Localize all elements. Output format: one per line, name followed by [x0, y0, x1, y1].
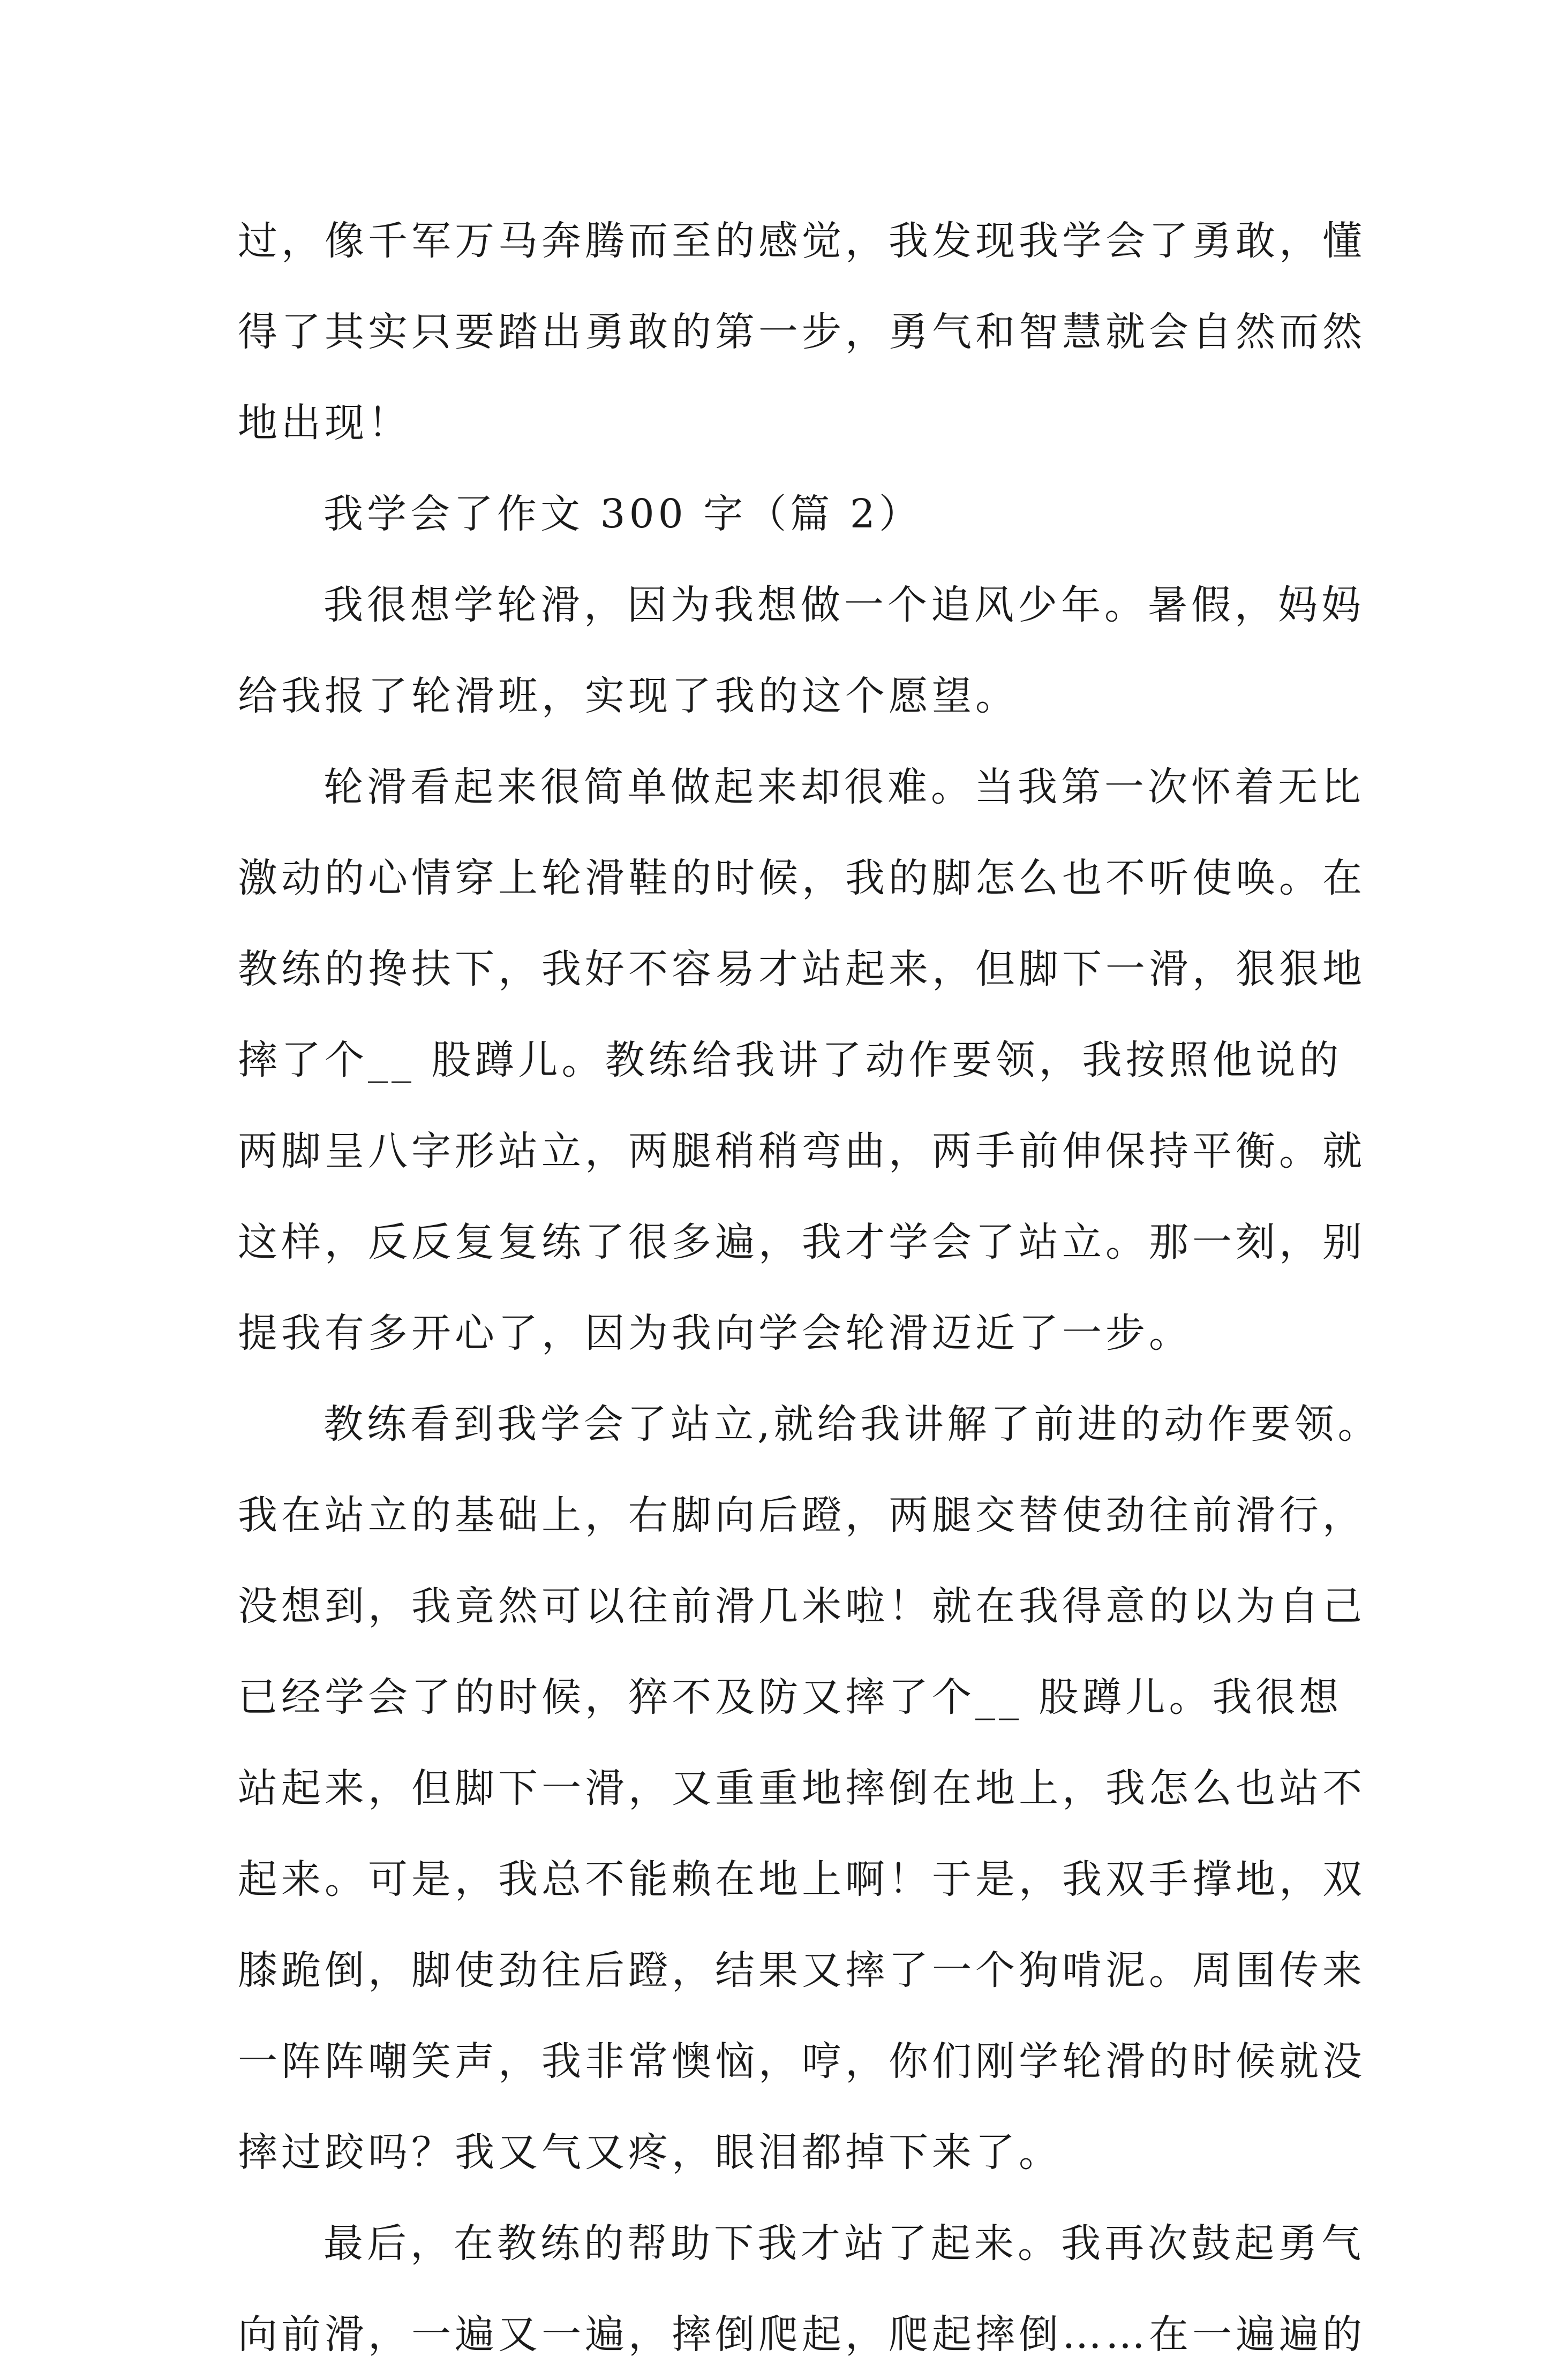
text-line: 提我有多开心了，因为我向学会轮滑迈近了一步。 [238, 1310, 1192, 1356]
paragraph-first-line: 最后，在教练的帮助下我才站了起来。我再次鼓起勇气 [323, 2220, 1365, 2266]
text-line: 摔过跤吗？我又气又疼，眼泪都掉下来了。 [238, 2129, 1062, 2175]
text-line: 膝跪倒，脚使劲往后蹬，结果又摔了一个狗啃泥。周围传来 [238, 1947, 1366, 1993]
text-line: 给我报了轮滑班，实现了我的这个愿望。 [238, 673, 1019, 719]
document-body [238, 195, 1381, 2380]
text-line: 摔了个__ 股蹲儿。教练给我讲了动作要领，我按照他说的 [238, 1037, 1343, 1083]
paragraph-first-line: 轮滑看起来很简单做起来却很难。当我第一次怀着无比 [323, 764, 1365, 810]
text-line: 站起来，但脚下一滑，又重重地摔倒在地上，我怎么也站不 [238, 1765, 1366, 1811]
text-line: 一阵阵嘲笑声，我非常懊恼，哼，你们刚学轮滑的时候就没 [238, 2038, 1366, 2084]
text-line: 起来。可是，我总不能赖在地上啊！于是，我双手撑地，双 [238, 1856, 1366, 1902]
text-line: 过，像千军万马奔腾而至的感觉，我发现我学会了勇敢，懂 [238, 218, 1366, 264]
text-line: 向前滑，一遍又一遍，摔倒爬起，爬起摔倒……在一遍遍的 [238, 2311, 1366, 2358]
section-heading: 我学会了作文 300 字（篇 2） [323, 491, 922, 537]
text-line: 激动的心情穿上轮滑鞋的时候，我的脚怎么也不听使唤。在 [238, 855, 1366, 901]
text-line: 没想到，我竟然可以往前滑几米啦！就在我得意的以为自己 [238, 1583, 1366, 1629]
text-line: 两脚呈八字形站立，两腿稍稍弯曲，两手前伸保持平衡。就 [238, 1128, 1366, 1174]
text-line: 得了其实只要踏出勇敢的第一步，勇气和智慧就会自然而然 [238, 309, 1366, 355]
text-line: 已经学会了的时候，猝不及防又摔了个__ 股蹲儿。我很想 [238, 1674, 1343, 1720]
paragraph-first-line: 我很想学轮滑，因为我想做一个追风少年。暑假，妈妈 [323, 582, 1365, 628]
text-line: 这样，反反复复练了很多遍，我才学会了站立。那一刻，别 [238, 1219, 1366, 1265]
text-line: 教练的搀扶下，我好不容易才站起来，但脚下一滑，狠狠地 [238, 946, 1366, 992]
text-line: 我在站立的基础上，右脚向后蹬，两腿交替使劲往前滑行， [238, 1492, 1366, 1538]
paragraph-first-line: 教练看到我学会了站立,就给我讲解了前进的动作要领。 [323, 1401, 1381, 1447]
text-line: 地出现！ [238, 400, 411, 446]
